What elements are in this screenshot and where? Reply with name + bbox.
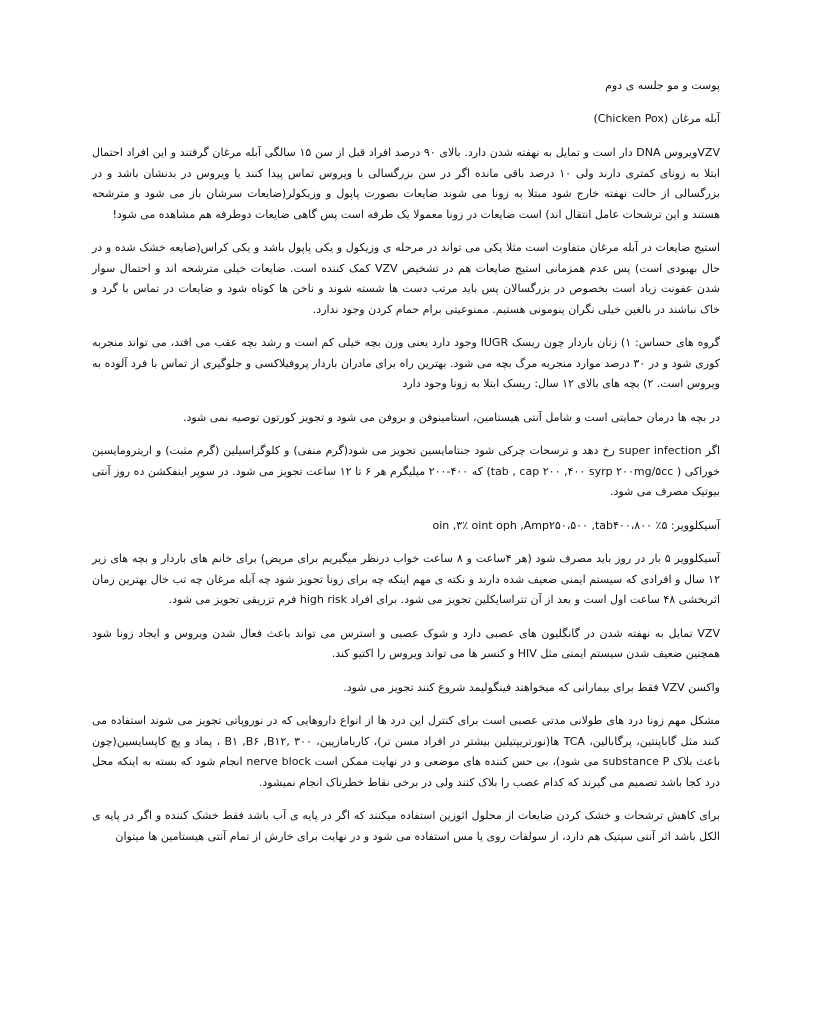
paragraph-acyclovir-dosing: آسیکلوویر ۵ بار در روز باید مصرف شود (هر ۴ساعت و ۸ ساعت خواب درنظر میگیریم برای مریض) برای خانم های باردار و بچه های زیر ۱۲ سال و افرادی که سیستم ایمنی ضعیف شده دارند و نکته ی مهم اینکه چه برای زونا تجویز شود چه آبله مرغان چه تب خال بهترین زمان اثربخشی ۴۸ ساعت اول است و بعد از آن تتراسایکلین تجویز می شود. برای افراد high risk فرم تزریقی تجویز می شود. (92, 552, 720, 606)
document-title: پوست و مو جلسه ی دوم (605, 79, 720, 92)
paragraph-drying-lesions: برای کاهش ترشحات و خشک کردن ضایعات از محلول اثوزین استفاده میکنند که اگر در پایه ی آب باشد فقط خشک کننده و اگر در پایه ی الکل باشد اثر آنتی سپتیک هم دارد، از سولفات روی یا مس استفاده می شود و در نهایت برای خارش از تمام آنتی هیستامین ها میتوان (92, 809, 720, 843)
document-page (92, 76, 720, 860)
paragraph-super-infection: اگر super infection رخ دهد و ترسحات چرکی شود جنتامایسین تجویز می شود(گرم منفی) و کلوگزاسیلین (گرم مثبت) و اریترومایسین خوراکی ( tab , cap ۲۰۰ ,۴۰۰ syrp ۲۰۰mg/۵cc) که ۴۰۰-۲۰۰ میلیگرم هر ۶ تا ۱۲ ساعت تجویز می شود. در سوپر اینفکشن ده روز آنتی بیوتیک مصرف می شود. (92, 444, 721, 498)
paragraph-latency: VZV تمایل به نهفته شدن در گانگلیون های عصبی دارد و شوک عصبی و استرس می تواند باعث فعال شدن ویروس و ایجاد زونا شود همچنین ضعیف شدن سیستم ایمنی مثل HIV و کنسر ها می تواند ویروس را اکتیو کند. (92, 626, 720, 660)
paragraph-vaccine: واکسن VZV فقط برای بیمارانی که میخواهند فینگولیمد شروع کنند تجویز می شود. (343, 680, 720, 694)
paragraph-vzv-intro: VZVویروس DNA دار است و تمایل به نهفته شدن دارد. بالای ۹۰ درصد افراد قبل از سن ۱۵ سالگی آبله مرغان گرفتند و این افراد احتمال ابتلا به زونای کمتری دارند ولی ۱۰ درصد باقی مانده اگر در سن بزرگسالی با ویروس تماس پیدا کنند یا ویروس در بدنشان باشد و در بزرگسالی از حالت نهفته خارج شود مبتلا به زونا می شوند ضایعات بصورت پاپول و وزیکولر(ضایعات سرشان باز می شود و مترشحه هستند و این ترشحات عامل انتقال اند) است ضایعات در زونا معمولا یک طرفه است پس گاهی ضایعات دوطرفه هم مشاهده می شود! (92, 146, 720, 221)
paragraph-neuropathic-pain: مشکل مهم زونا درد های طولانی مدتی عصبی است برای کنترل این درد ها از انواع داروهایی که در نوروپاتی تجویز می شوند استفاده می کنند مثل گاباپنتین، پرگابالین، TCA ها(نورتریپتیلین بیشتر در افراد مسن تر)، کاربامازپین، ۳۰۰ ,B۱ ,B۶ ,B۱۲ ، پماد و پچ کاپسایسین(چون باعث بلاک substance P می شود)، بی حس کننده های موضعی و در نهایت ممکن است nerve block انجام شود که بسته به اینکه محل درد کجا باشد تصمیم می گیرند که کدام عصب را بلاک کنند ولی در برخی نقاط خطرناک انجام نمیشود. (92, 714, 721, 789)
paragraph-pediatric-treatment: در بچه ها درمان حمایتی است و شامل آنتی هیستامین، استامینوفن و بروفن می شود و تجویز کورتون توصیه نمی شود. (182, 410, 720, 424)
paragraph-lesion-stages: استیج ضایعات در آبله مرغان متفاوت است مثلا یکی می تواند در مرحله ی وزیکول و یکی پاپول باشد و یکی کراس(ضایعه خشک شده و در حال بهبودی است) پس عدم همزمانی استیج ضایعات هم در تشخیص VZV کمک کننده است. ضایعات خیلی مترشحه اند و احتمال سوار شدن عفونت زیاد است بخصوص در بزرگسالان پس باید مرتب دست ها شسته شوند و ناخن ها کوتاه شود و ضایعات در تماس با گرد و خاک نباشند در بالغین خیلی نگران پنومونی هستیم. ممنوعیتی برام حمام کردن وجود ندارد. (92, 241, 720, 316)
section-heading: آبله مرغان (Chicken Pox) (593, 111, 720, 125)
paragraph-acyclovir-forms: آسیکلوویر: ۵٪ oin ,۳٪ oint oph ,Amp۲۵۰،۵۰۰ ,tab۴۰۰،۸۰۰ (432, 518, 720, 532)
paragraph-risk-groups: گروه های حساس: ۱) زنان باردار چون ریسک IUGR وجود دارد یعنی وزن بچه خیلی کم است و رشد بچه عقب می افتد، می تواند منجربه کوری شود و در ۳۰ درصد موارد منجربه مرگ بچه می شود. بهترین راه برای مادران باردار پروفیلاکسی و جلوگیری از تماس با فرد آلوده به ویروس است. ۲) بچه های بالای ۱۲ سال: ریسک ابتلا به زونا وجود دارد (92, 336, 720, 390)
